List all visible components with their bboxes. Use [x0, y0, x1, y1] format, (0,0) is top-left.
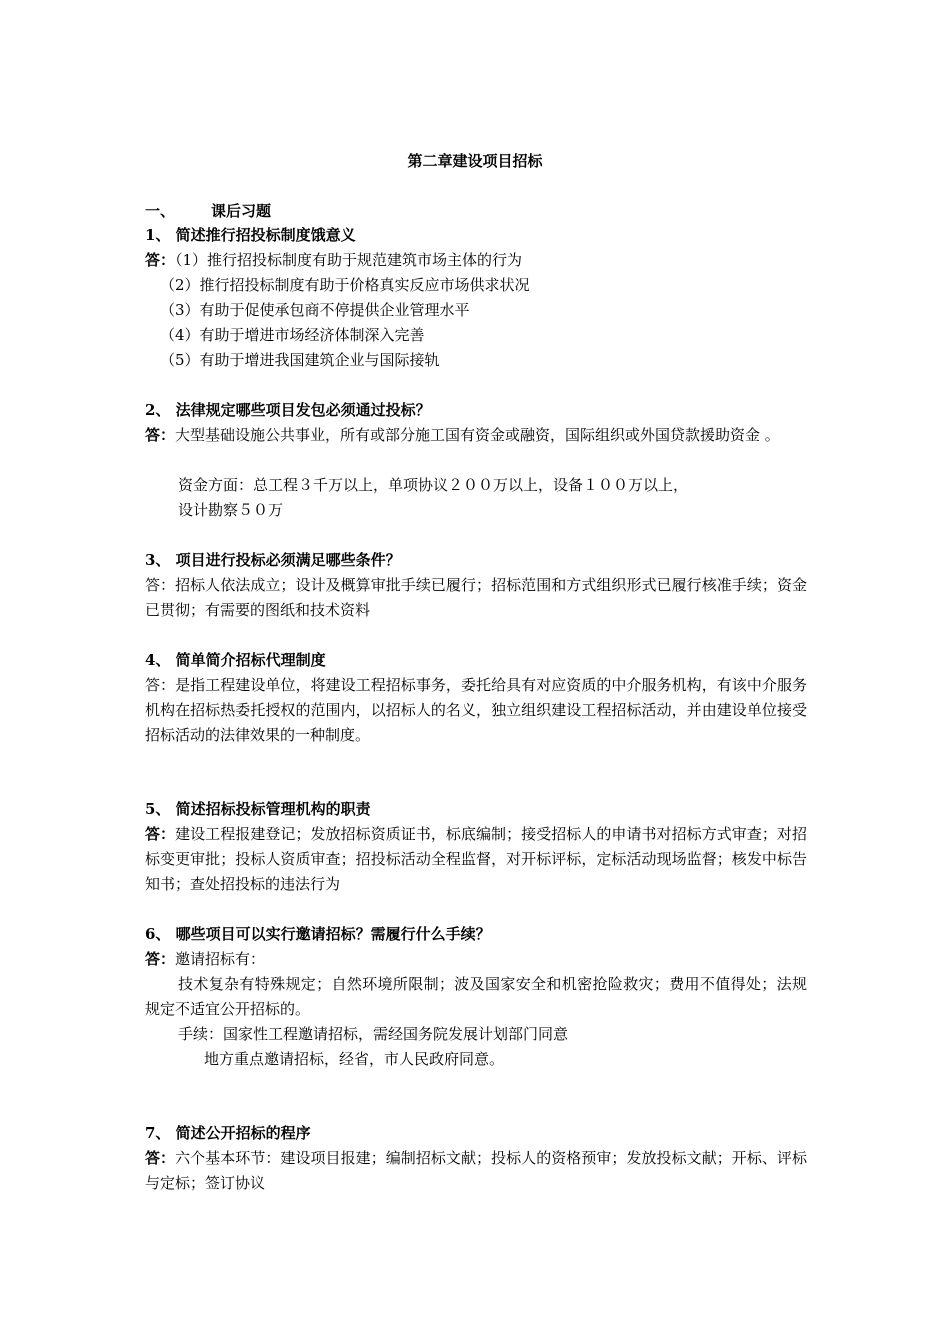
answer-1-line-1	[145, 248, 522, 273]
answer-1-item-4: （4）有助于增进市场经济体制深入完善	[160, 326, 425, 344]
question-7: 7、 简述公开招标的程序	[145, 1124, 311, 1142]
section-heading	[145, 200, 271, 221]
answer-label: 答：	[145, 251, 176, 269]
answer-2-funding: 资金方面：总工程３千万以上，单项协议２００万以上，设备１００万以上，	[178, 476, 689, 494]
section-number: 一、	[145, 202, 176, 220]
question-6: 6、 哪些项目可以实行邀请招标？需履行什么手续？	[145, 925, 491, 943]
answer-6-conditions: 技术复杂有特殊规定；自然环境所限制；波及国家安全和机密抢险救灾；费用不值得处；法规规定不适宜公开招标的。	[145, 975, 807, 1018]
question-5: 5、 简述招标投标管理机构的职责	[145, 800, 371, 818]
answer-6-intro-line	[145, 947, 265, 972]
answer-1-item-3: （3）有助于促使承包商不停提供企业管理水平	[160, 301, 470, 319]
answer-label: 答：	[145, 950, 176, 968]
question-1: 1、 简述推行招投标制度饿意义	[145, 226, 356, 244]
answer-1-item-2: （2）推行招投标制度有助于价格真实反应市场供求状况	[160, 276, 530, 294]
answer-6-procedure-2: 地方重点邀请招标，经省，市人民政府同意。	[204, 1050, 505, 1068]
answer-5-text: 建设工程报建登记；发放招标资质证书，标底编制；接受招标人的申请书对招标方式审查；对招标变更审批；投标人资质审查；招投标活动全程监督，对开标评标，定标活动现场监督；核发中标告知书；查处招投标的违法行为	[145, 825, 807, 893]
question-3: 3、 项目进行投标必须满足哪些条件？	[145, 551, 401, 569]
question-2: 2、 法律规定哪些项目发包必须通过投标？	[145, 401, 431, 419]
section-label: 课后习题	[211, 202, 272, 220]
question-4: 4、 简单简介招标代理制度	[145, 651, 326, 669]
answer-2-text: 大型基础设施公共事业，所有或部分施工国有资金或融资，国际组织或外国贷款援助资金 。	[175, 426, 780, 444]
answer-5	[145, 822, 807, 897]
answer-1-item-5: （5）有助于增进我国建筑企业与国际接轨	[160, 351, 440, 369]
answer-3: 答：招标人依法成立；设计及概算审批手续已履行；招标范围和方式组织形式已履行核准手续；资金已贯彻；有需要的图纸和技术资料	[145, 576, 807, 619]
answer-6-procedure-1: 手续：国家性工程邀请招标，需经国务院发展计划部门同意	[178, 1025, 569, 1043]
answer-2-survey: 设计勘察５０万	[178, 501, 284, 519]
answer-4: 答：是指工程建设单位，将建设工程招标事务，委托给具有对应资质的中介服务机构，有该中介服务机构在招标热委托授权的范围内，以招标人的名义，独立组织建设工程招标活动，并由建设单位接受招标活动的法律效果的一种制度。	[145, 676, 807, 744]
answer-7	[145, 1146, 807, 1196]
answer-2	[145, 423, 807, 448]
answer-1-item-1: （1）推行招投标制度有助于规范建筑市场主体的行为	[175, 251, 523, 269]
answer-label: 答：	[145, 426, 176, 444]
answer-7-text: 六个基本环节：建设项目报建；编制招标文献；投标人的资格预审；发放投标文献；开标、评标与定标；签订协议	[145, 1149, 807, 1192]
answer-6-intro: 邀请招标有：	[175, 950, 266, 968]
answer-label: 答：	[145, 825, 176, 843]
page-title: 第二章建设项目招标	[407, 152, 543, 170]
answer-label: 答：	[145, 1149, 176, 1167]
